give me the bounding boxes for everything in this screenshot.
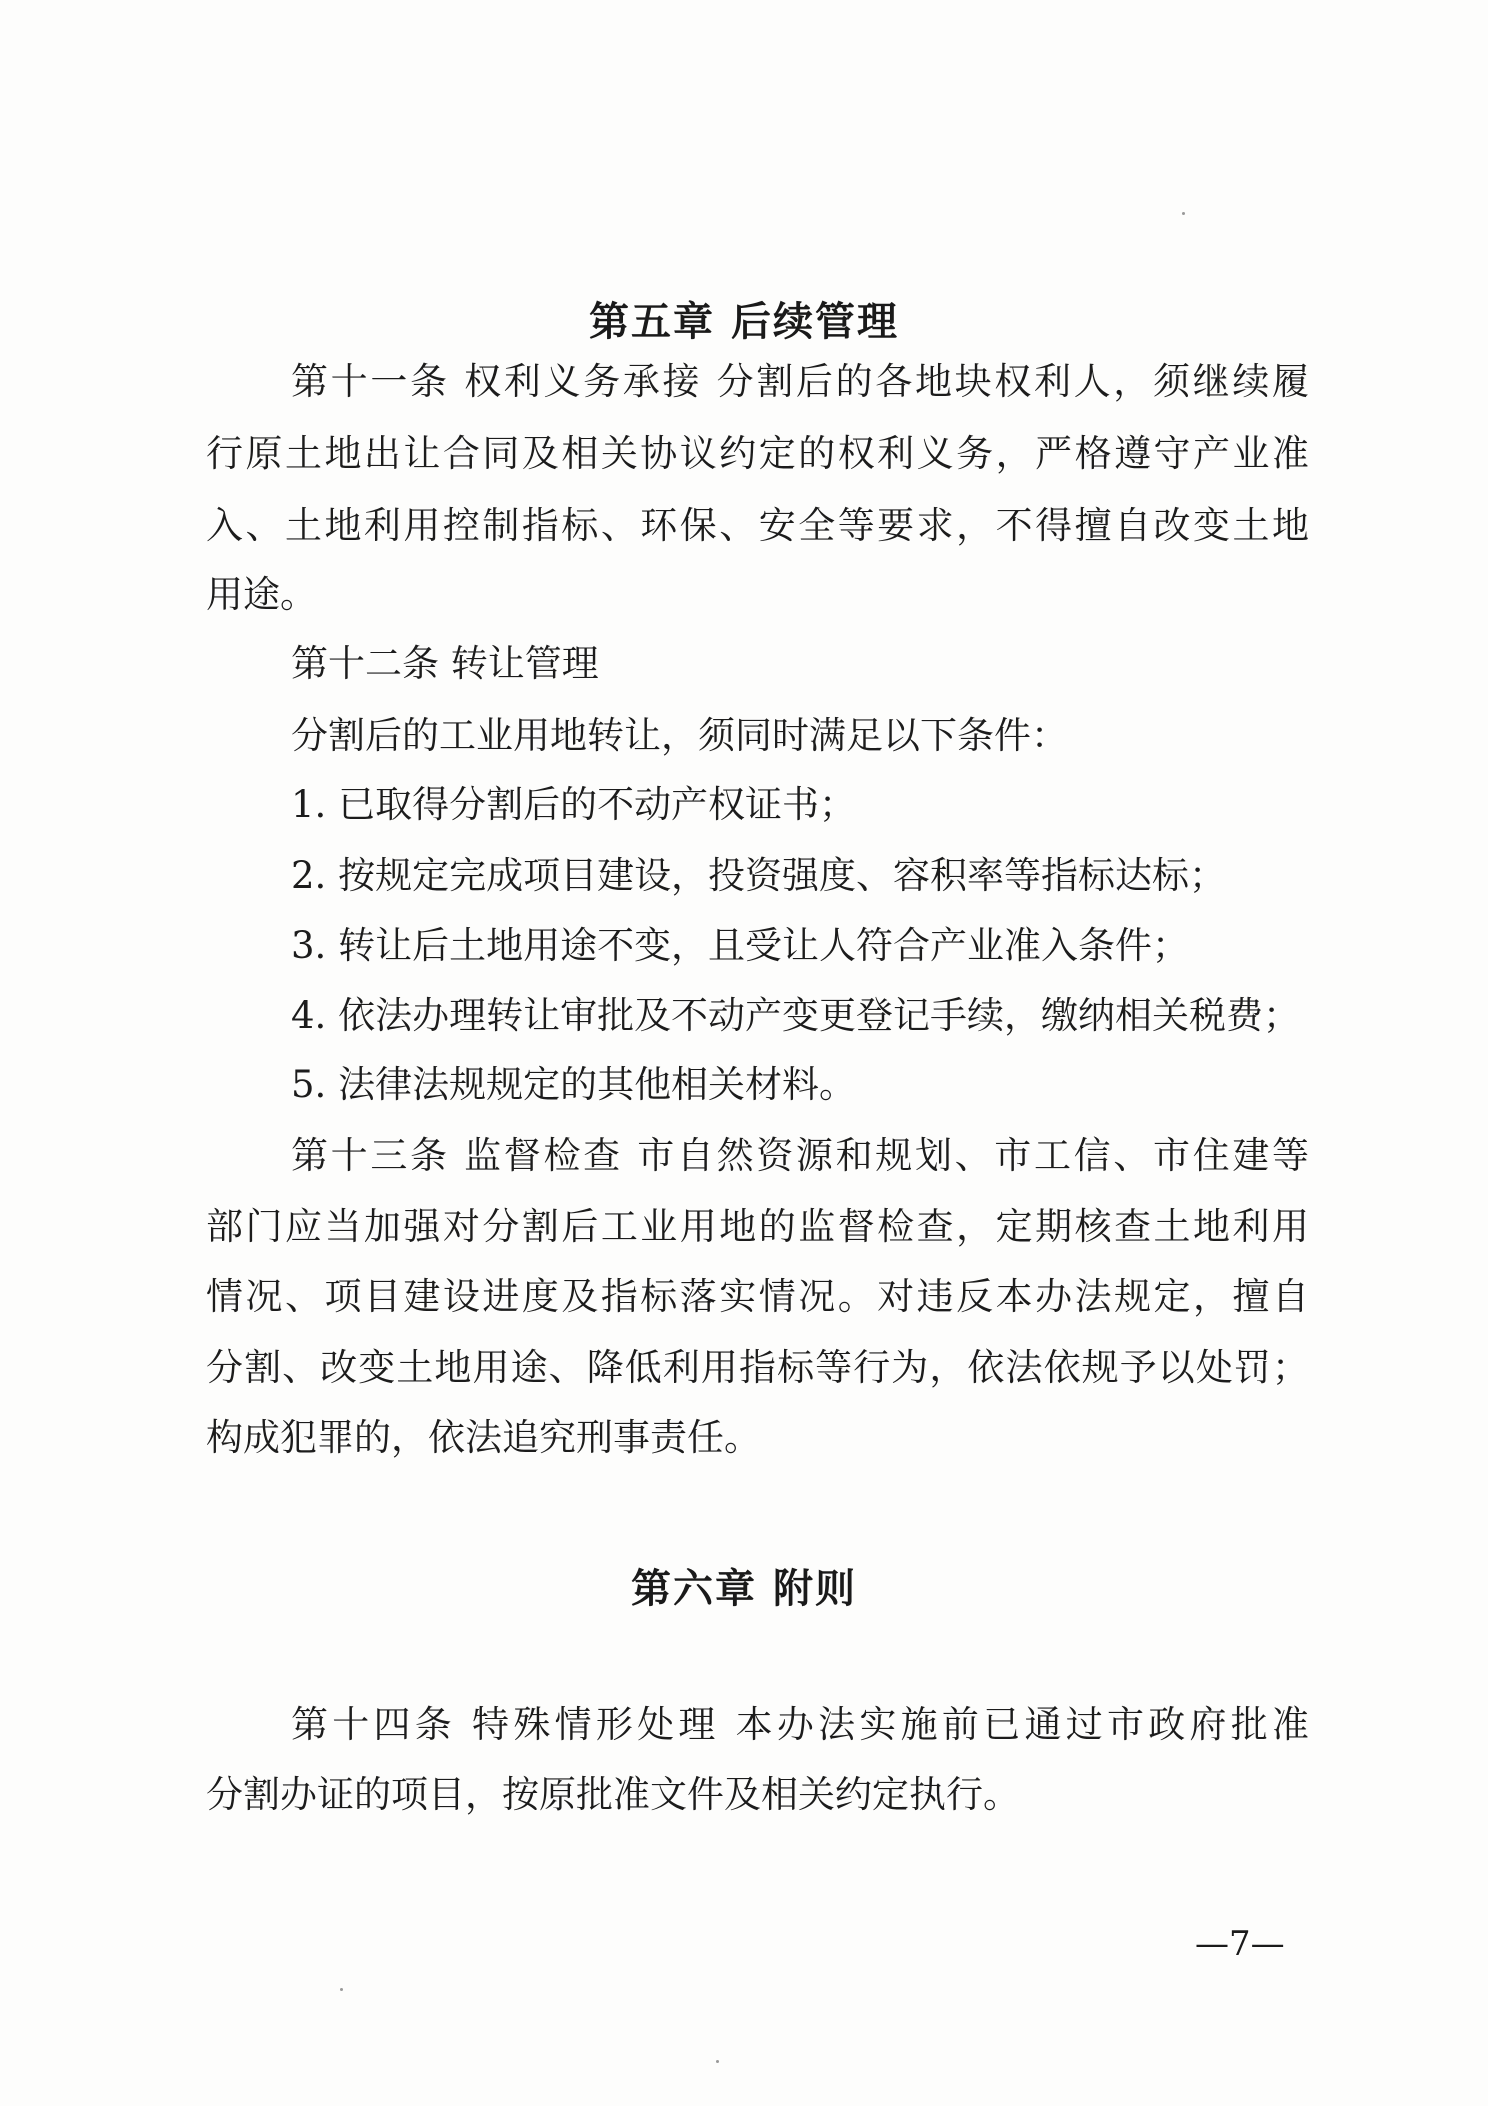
article-12-intro: 分割后的工业用地转让，须同时满足以下条件： xyxy=(291,714,1068,757)
chapter-6-heading: 第六章 附则 xyxy=(631,1566,857,1612)
article-14-line-2: 分割办证的项目，按原批准文件及相关约定执行。 xyxy=(206,1773,1020,1816)
article-12-item-5: 5. 法律法规规定的其他相关材料。 xyxy=(291,1063,857,1106)
scan-speck xyxy=(340,1988,343,1991)
scan-speck xyxy=(1182,212,1185,215)
article-12-title: 第十二条 转让管理 xyxy=(291,642,599,685)
scan-speck xyxy=(716,2060,719,2063)
article-12-item-3: 3. 转让后土地用途不变，且受让人符合产业准入条件； xyxy=(291,924,1190,967)
article-13-line-3: 情况、项目建设进度及指标落实情况。对违反本办法规定，擅自 xyxy=(206,1275,1309,1318)
article-13-line-2: 部门应当加强对分割后工业用地的监督检查，定期核查土地利用 xyxy=(206,1205,1309,1248)
chapter-5-heading: 第五章 后续管理 xyxy=(589,299,899,345)
article-12-item-2: 2. 按规定完成项目建设，投资强度、容积率等指标达标； xyxy=(291,854,1227,897)
page-number: —7— xyxy=(1195,1924,1285,1964)
article-11-line-1: 第十一条 权利义务承接 分割后的各地块权利人，须继续履 xyxy=(291,360,1309,403)
article-12-item-4: 4. 依法办理转让审批及不动产变更登记手续，缴纳相关税费； xyxy=(291,994,1301,1037)
article-13-line-1: 第十三条 监督检查 市自然资源和规划、市工信、市住建等 xyxy=(291,1134,1309,1177)
article-11-line-2: 行原土地出让合同及相关协议约定的权利义务，严格遵守产业准 xyxy=(206,432,1309,475)
article-13-line-4: 分割、改变土地用途、降低利用指标等行为，依法依规予以处罚； xyxy=(206,1346,1309,1389)
article-12-item-1: 1. 已取得分割后的不动产权证书； xyxy=(291,783,857,826)
article-11-line-3: 入、土地利用控制指标、环保、安全等要求，不得擅自改变土地 xyxy=(206,504,1309,547)
article-11-line-4: 用途。 xyxy=(206,573,317,616)
article-13-line-5: 构成犯罪的，依法追究刑事责任。 xyxy=(206,1416,761,1459)
article-14-line-1: 第十四条 特殊情形处理 本办法实施前已通过市政府批准 xyxy=(291,1703,1309,1746)
